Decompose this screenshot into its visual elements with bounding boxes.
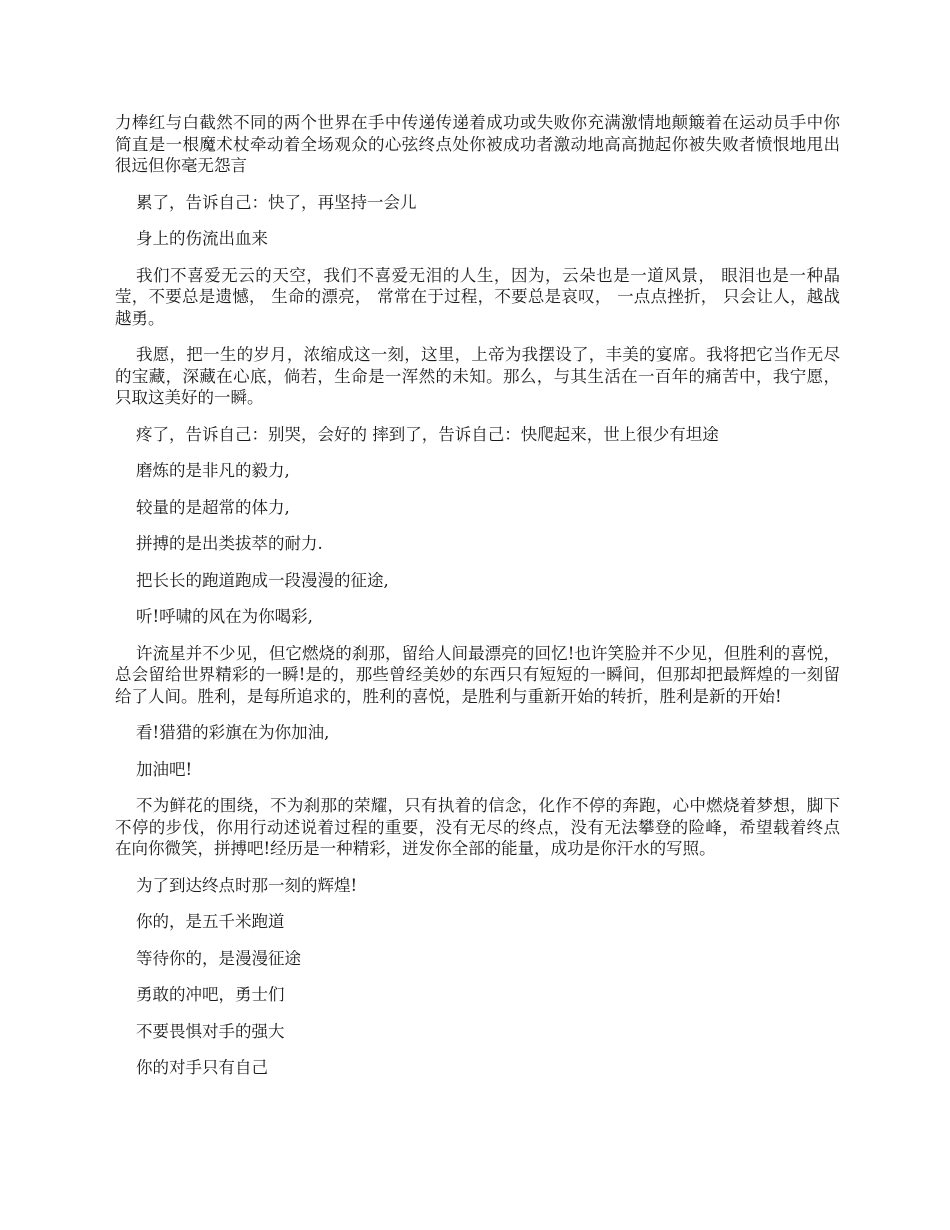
paragraph: 你的对手只有自己 [136, 1058, 268, 1077]
paragraph: 勇敢的冲吧，勇士们 [136, 985, 285, 1004]
paragraph: 累了，告诉自己：快了，再坚持一会儿 [136, 192, 417, 212]
paragraph: 不要畏惧对手的强大 [136, 1021, 285, 1041]
paragraph: 较量的是超常的体力, [136, 497, 290, 517]
paragraph: 看!猎猎的彩旗在为你加油, [136, 723, 330, 742]
paragraph: 我愿，把一生的岁月，浓缩成这一刻，这里，上帝为我摆设了，丰美的宴席。我将把它当作无尽的宝藏，深藏在心底，倘若，生命是一浑然的未知。那么，与其生活在一百年的痛苦中，我宁愿，只取这美好的一瞬。 [115, 345, 840, 407]
paragraph: 不为鲜花的围绕，不为刹那的荣耀，只有执着的信念，化作不停的奔跑，心中燃烧着梦想，脚下不停的步伐，你用行动述说着过程的重要，没有无尽的终点，没有无法攀登的险峰，希望载着终点在向你微笑，拼搏吧!经历是一种精彩，迸发你全部的能量，成功是你汗水的写照。 [115, 796, 840, 858]
paragraph: 许流星并不少见，但它燃烧的刹那，留给人间最漂亮的回忆!也许笑脸并不少见，但胜利的喜悦，总会留给世界精彩的一瞬!是的，那些曾经美妙的东西只有短短的一瞬间，但那却把最辉煌的一刻留给了人间。胜利，是每所追求的，胜利的喜悦，是胜利与重新开始的转折，胜利是新的开始! [115, 643, 840, 706]
paragraph: 把长长的跑道跑成一段漫漫的征途, [136, 570, 389, 590]
paragraph: 力棒红与白截然不同的两个世界在手中传递传递着成功或失败你充满激情地颠簸着在运动员手中你简直是一根魔术杖牵动着全场观众的心弦终点处你被成功者激动地高高抛起你被失败者愤恨地甩出很远但你毫无怨言 [115, 113, 840, 175]
paragraph: 为了到达终点时那一刻的辉煌! [136, 875, 358, 895]
document-body [115, 112, 840, 1094]
paragraph: 加油吧! [136, 759, 193, 779]
paragraph: 等待你的，是漫漫征途 [136, 948, 301, 968]
paragraph: 拼搏的是出类拔萃的耐力. [136, 534, 323, 553]
paragraph: 疼了，告诉自己：别哭，会好的 摔到了，告诉自己：快爬起来，世上很少有坦途 [136, 424, 719, 444]
paragraph: 身上的伤流出血来 [136, 229, 268, 248]
paragraph: 磨炼的是非凡的毅力, [136, 461, 290, 480]
paragraph: 听!呼啸的风在为你喝彩, [136, 607, 313, 626]
paragraph: 我们不喜爱无云的天空，我们不喜爱无泪的人生，因为，云朵也是一道风景， 眼泪也是一种晶莹，不要总是遗憾， 生命的漂亮， 常常在于过程，不要总是哀叹， 一点点挫折， 只会让人，越战越勇。 [115, 265, 840, 328]
paragraph: 你的，是五千米跑道 [136, 912, 285, 931]
